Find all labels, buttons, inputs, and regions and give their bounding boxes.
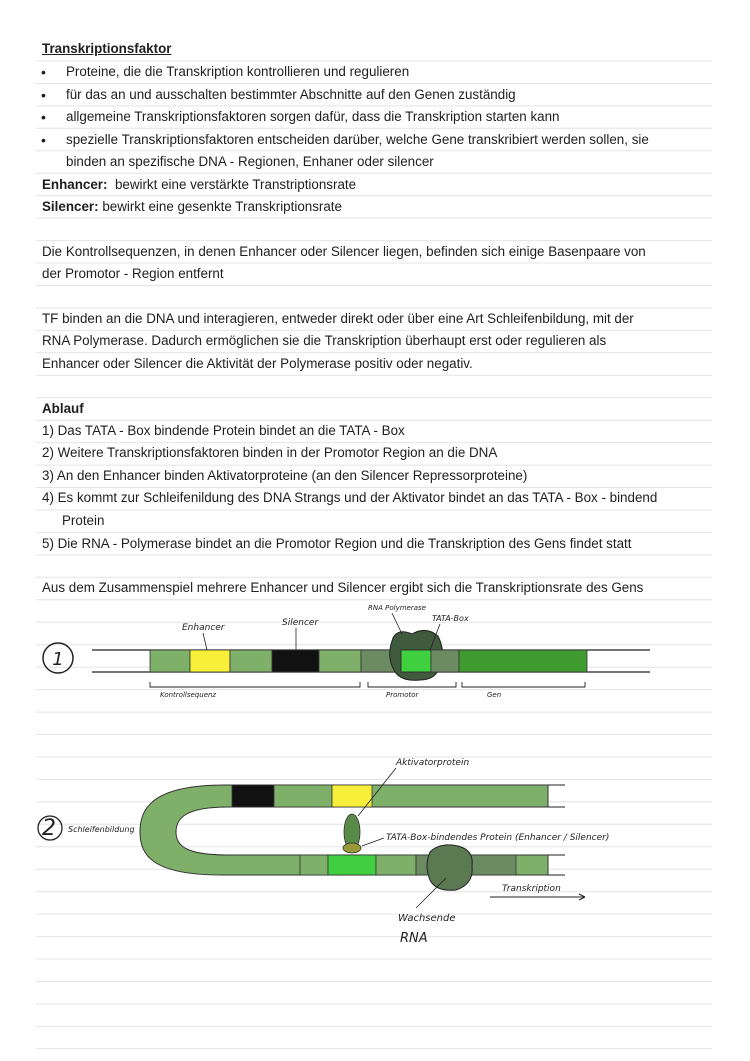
- bullet-text: allgemeine Transkriptionsfaktoren sorgen dafür, dass die Transkription starten kann: [66, 109, 560, 124]
- promotor-bracket: [368, 682, 456, 687]
- dna-diagram-loop: [0, 750, 750, 950]
- rna-label: RNA: [400, 931, 428, 946]
- gen-bracket: [462, 682, 585, 687]
- summary-text: Aus dem Zusammenspiel mehrere Enhancer und Silencer ergibt sich die Transkriptionsrate des Gens: [42, 580, 644, 595]
- bullet-dot: •: [41, 64, 46, 80]
- silencer-segment: [272, 650, 319, 672]
- pointer-line: [203, 633, 207, 650]
- tata-box-segment: [328, 855, 376, 875]
- kontrollsequenz-label: Kontrollsequenz: [160, 691, 217, 699]
- step-item: 2) Weitere Transkriptionsfaktoren binden in der Promotor Region an die DNA: [42, 445, 498, 460]
- pointer-line: [362, 838, 384, 846]
- tata-binding-protein: [343, 843, 361, 853]
- silencer-label: Silencer: [282, 618, 319, 628]
- enhancer-text: bewirkt eine verstärkte Transtriptionsrate: [114, 177, 357, 192]
- wachsende-label: Wachsende: [398, 913, 456, 924]
- step-item: 1) Das TATA - Box bindende Protein bindet an die TATA - Box: [42, 423, 405, 438]
- pointer-line: [392, 613, 402, 634]
- tata-box-label: TATA-Box: [432, 614, 469, 623]
- promotor-label: Promotor: [386, 691, 419, 699]
- enhancer-term: Enhancer:: [42, 177, 108, 192]
- step-number: 1: [52, 649, 64, 670]
- ablauf-heading: Ablauf: [42, 401, 84, 416]
- step-number: 2: [42, 816, 56, 841]
- enhancer-segment: [332, 785, 372, 807]
- paragraph-line: TF binden an die DNA und interagieren, entweder direkt oder über eine Art Schleifenbildung, mit der: [42, 311, 634, 326]
- segment: [274, 785, 332, 807]
- rna-polymerase-shape: [427, 845, 472, 890]
- silencer-term: Silencer:: [42, 199, 99, 214]
- schleifenbildung-label: Schleifenbildung: [68, 825, 135, 834]
- paragraph-line: RNA Polymerase. Dadurch ermöglichen sie die Transkription überhaupt erst oder regulieren als: [42, 333, 607, 348]
- page-title: Transkriptionsfaktor: [42, 41, 172, 56]
- step-item-continuation: Protein: [62, 513, 105, 528]
- transkription-label: Transkription: [502, 884, 561, 894]
- promotor-segment: [431, 650, 459, 672]
- bullet-dot: •: [41, 132, 46, 148]
- step-item: 4) Es kommt zur Schleifenildung des DNA Strangs und der Aktivator bindet an das TATA - Box - bindend: [42, 490, 658, 505]
- step-item: 3) An den Enhancer binden Aktivatorproteine (an den Silencer Repressorproteine): [42, 468, 528, 483]
- silencer-definition: [42, 198, 342, 216]
- segment: [300, 855, 328, 875]
- tata-protein-label: TATA-Box-bindendes Protein (Enhancer / Silencer): [386, 833, 610, 843]
- bullet-text: binden an spezifische DNA - Regionen, Enhaner oder silencer: [66, 154, 434, 169]
- bullet-text: Proteine, die die Transkription kontrollieren und regulieren: [66, 64, 410, 79]
- enhancer-definition: [42, 176, 356, 194]
- paragraph-line: Die Kontrollsequenzen, in denen Enhancer oder Silencer liegen, befinden sich einige Basenpaare von: [42, 244, 646, 259]
- enhancer-label: Enhancer: [182, 623, 225, 633]
- bullet-text: für das an und ausschalten bestimmter Abschnitte auf den Genen zuständig: [66, 87, 516, 102]
- bullet-text: spezielle Transkriptionsfaktoren entscheiden darüber, welche Gene transkribiert werden sollen, sie: [66, 132, 649, 147]
- rna-polymerase-label: RNA Polymerase: [368, 604, 426, 612]
- segment: [150, 650, 190, 672]
- dna-diagram-linear: [0, 600, 750, 710]
- gene-segment: [459, 650, 587, 672]
- gen-label: Gen: [487, 691, 502, 699]
- kontrollsequenz-bracket: [150, 682, 360, 687]
- paragraph-line: Enhancer oder Silencer die Aktivität der Polymerase positiv oder negativ.: [42, 356, 473, 371]
- aktivatorprotein-label: Aktivatorprotein: [396, 758, 470, 768]
- step-item: 5) Die RNA - Polymerase bindet an die Promotor Region und die Transkription des Gens findet statt: [42, 536, 632, 551]
- paragraph-line: der Promotor - Region entfernt: [42, 266, 224, 281]
- bullet-dot: •: [41, 109, 46, 125]
- bullet-dot: •: [41, 87, 46, 103]
- tata-box-segment: [401, 650, 431, 672]
- silencer-text: bewirkt eine gesenkte Transkriptionsrate: [102, 199, 342, 214]
- segment: [376, 855, 416, 875]
- enhancer-segment: [190, 650, 230, 672]
- silencer-segment: [232, 785, 274, 807]
- segment: [319, 650, 361, 672]
- segment: [230, 650, 272, 672]
